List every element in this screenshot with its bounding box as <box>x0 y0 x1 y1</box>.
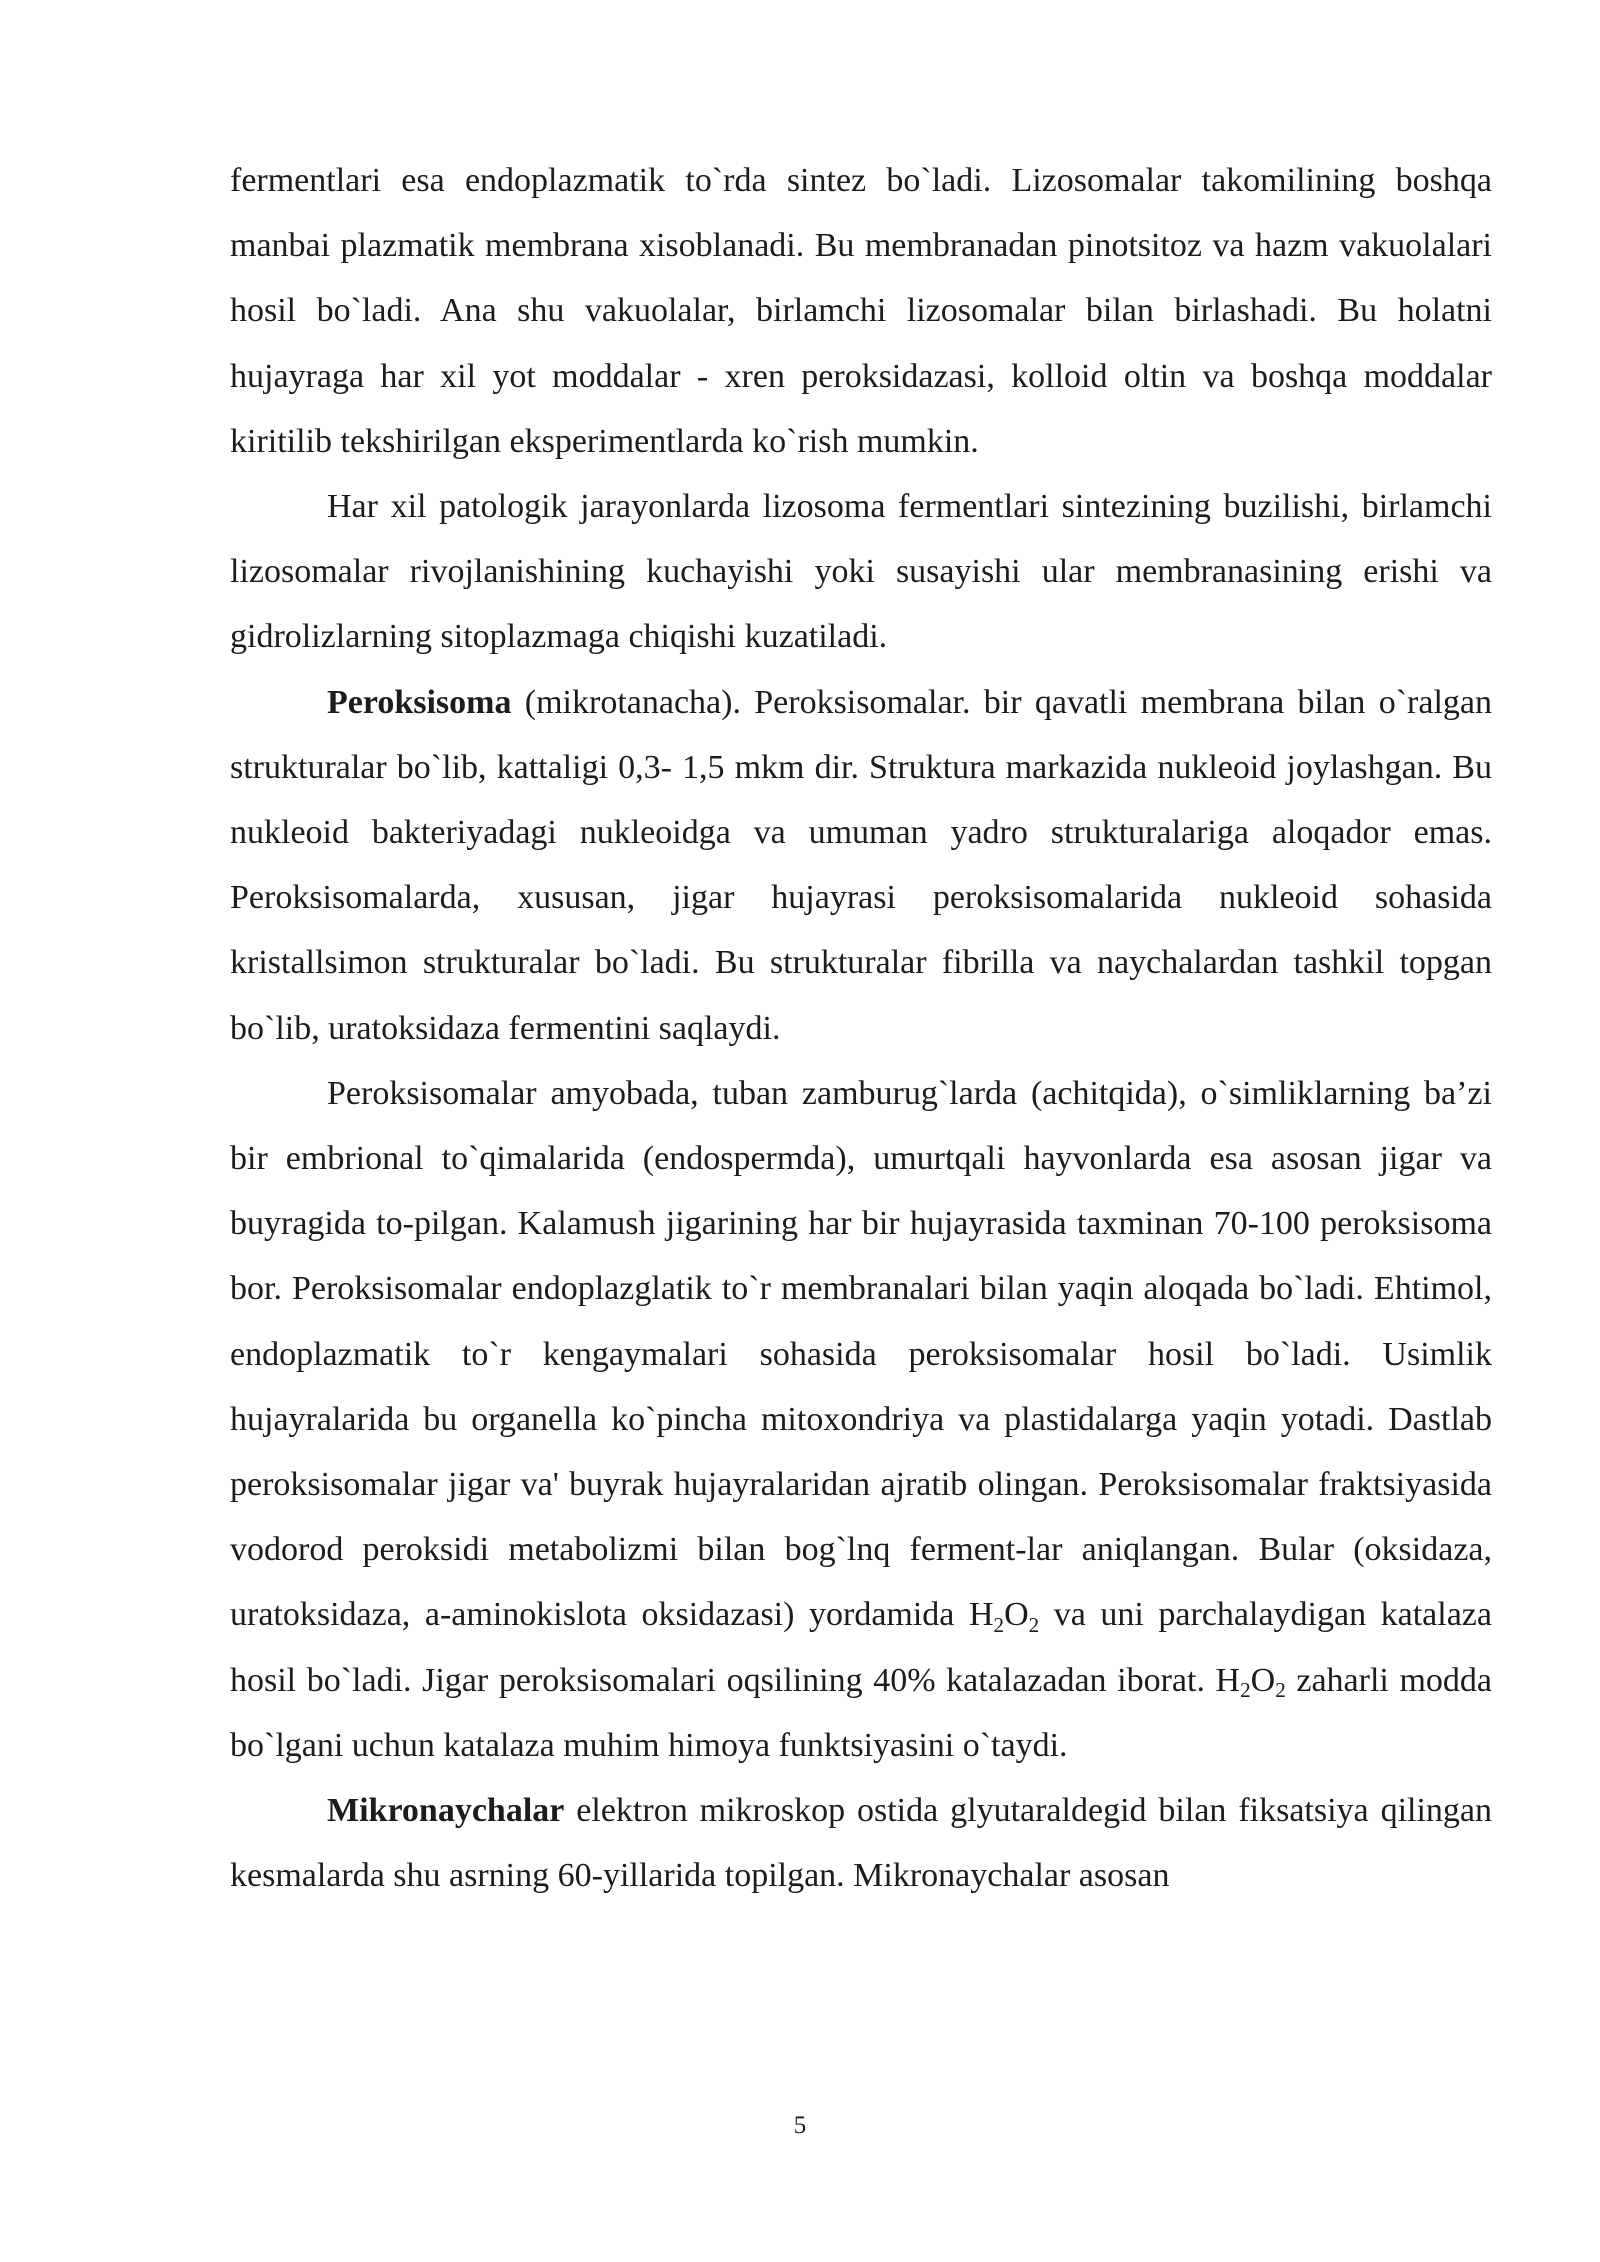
paragraph-lysosome-pathology <box>230 474 1492 670</box>
paragraph-text: fermentlari esa endoplazmatik to`rda sintez bo`ladi. Lizosomalar takomilining boshqa manbai plazmatik membrana xisoblanadi. Bu membranadan pinotsitoz va hazm vakuolalari hosil bo`ladi. Ana shu vakuolalar, birlamchi lizosomalar bilan birlashadi. Bu holatni hujayraga har xil yot moddalar - xren peroksidazasi, kolloid oltin va boshqa moddalar kiritilib tekshirilgan eksperimentlarda ko`rish mumkin. <box>230 162 1492 460</box>
paragraph-text: va uni parchalaydigan katalaza hosil bo`ladi. Jigar peroksisomalari oqsilining 40% katalazadan iborat. H <box>230 1596 1492 1699</box>
term-peroksisoma: Peroksisoma <box>327 683 512 721</box>
term-mikronaychalar: Mikronaychalar <box>327 1792 565 1830</box>
paragraph-text: O <box>1250 1661 1276 1699</box>
paragraph-text: elektron mikroskop ostida glyutaraldegid bilan fiksatsiya qilingan kesmalarda shu asrning 60-yillarida topilgan. Mikronaychalar asosan <box>230 1792 1492 1895</box>
paragraph-text: O <box>1004 1596 1029 1634</box>
page-number: 5 <box>793 2112 807 2139</box>
subscript: 2 <box>1240 1677 1251 1702</box>
subscript: 2 <box>1275 1677 1286 1702</box>
paragraph-microtubules <box>230 1778 1492 1908</box>
paragraph-text: (mikrotanacha). Peroksisomalar. bir qavatli membrana bilan o`ralgan strukturalar bo`lib, kattaligi 0,3- 1,5 mkm dir. Struktura markazida nukleoid joylashgan. Bu nukleoid bakteriyadagi nukleoidga va umuman yadro strukturalariga aloqador emas. Peroksisomalarda, xususan, jigar hujayrasi peroksisomalarida nukleoid sohasida kristallsimon strukturalar bo`ladi. Bu strukturalar fibrilla va naychalardan tashkil topgan bo`lib, uratoksidaza fermentini saqlaydi. <box>230 683 1492 1047</box>
paragraph-peroxisome <box>230 670 1492 1061</box>
subscript: 2 <box>993 1612 1005 1637</box>
subscript: 2 <box>1028 1612 1040 1637</box>
paragraph-text: zaharli modda bo`lgani uchun katalaza muhim himoya funktsiyasini o`taydi. <box>230 1661 1492 1764</box>
body-text <box>230 148 1492 1908</box>
paragraph-text: Peroksisomalar amyobada, tuban zamburug`larda (achitqida), o`simliklarning ba’zi bir embrional to`qimalarida (endospermda), umurtqali hayvonlarda esa asosan jigar va buyragida to-pilgan. Kalamush jigarining har bir hujayrasida taxminan 70-100 peroksisoma bor. Peroksisomalar endoplazglatik to`r membranalari bilan yaqin aloqada bo`ladi. Ehtimol, endoplazmatik to`r kengaymalari sohasida peroksisomalar hosil bo`ladi. Usimlik hujayralarida bu organella ko`pincha mitoxondriya va plastidalarga yaqin yotadi. Dastlab peroksisomalar jigar va' buyrak hujayralaridan ajratib olingan. Peroksisomalar fraktsiyasida vodorod peroksidi metabolizmi bilan bog`lnq ferment-lar aniqlangan. Bular (oksidaza, uratoksidaza, a-aminokislota oksidazasi) yordamida H <box>230 1074 1492 1634</box>
paragraph-peroxisome-distribution <box>230 1061 1492 1778</box>
paragraph-lysosome-origin <box>230 148 1492 474</box>
paragraph-text: Har xil patologik jarayonlarda lizosoma fermentlari sintezining buzilishi, birlamchi lizosomalar rivojlanishining kuchayishi yoki susayishi ular membranasining erishi va gidrolizlarning sitoplazmaga chiqishi kuzatiladi. <box>230 488 1492 656</box>
